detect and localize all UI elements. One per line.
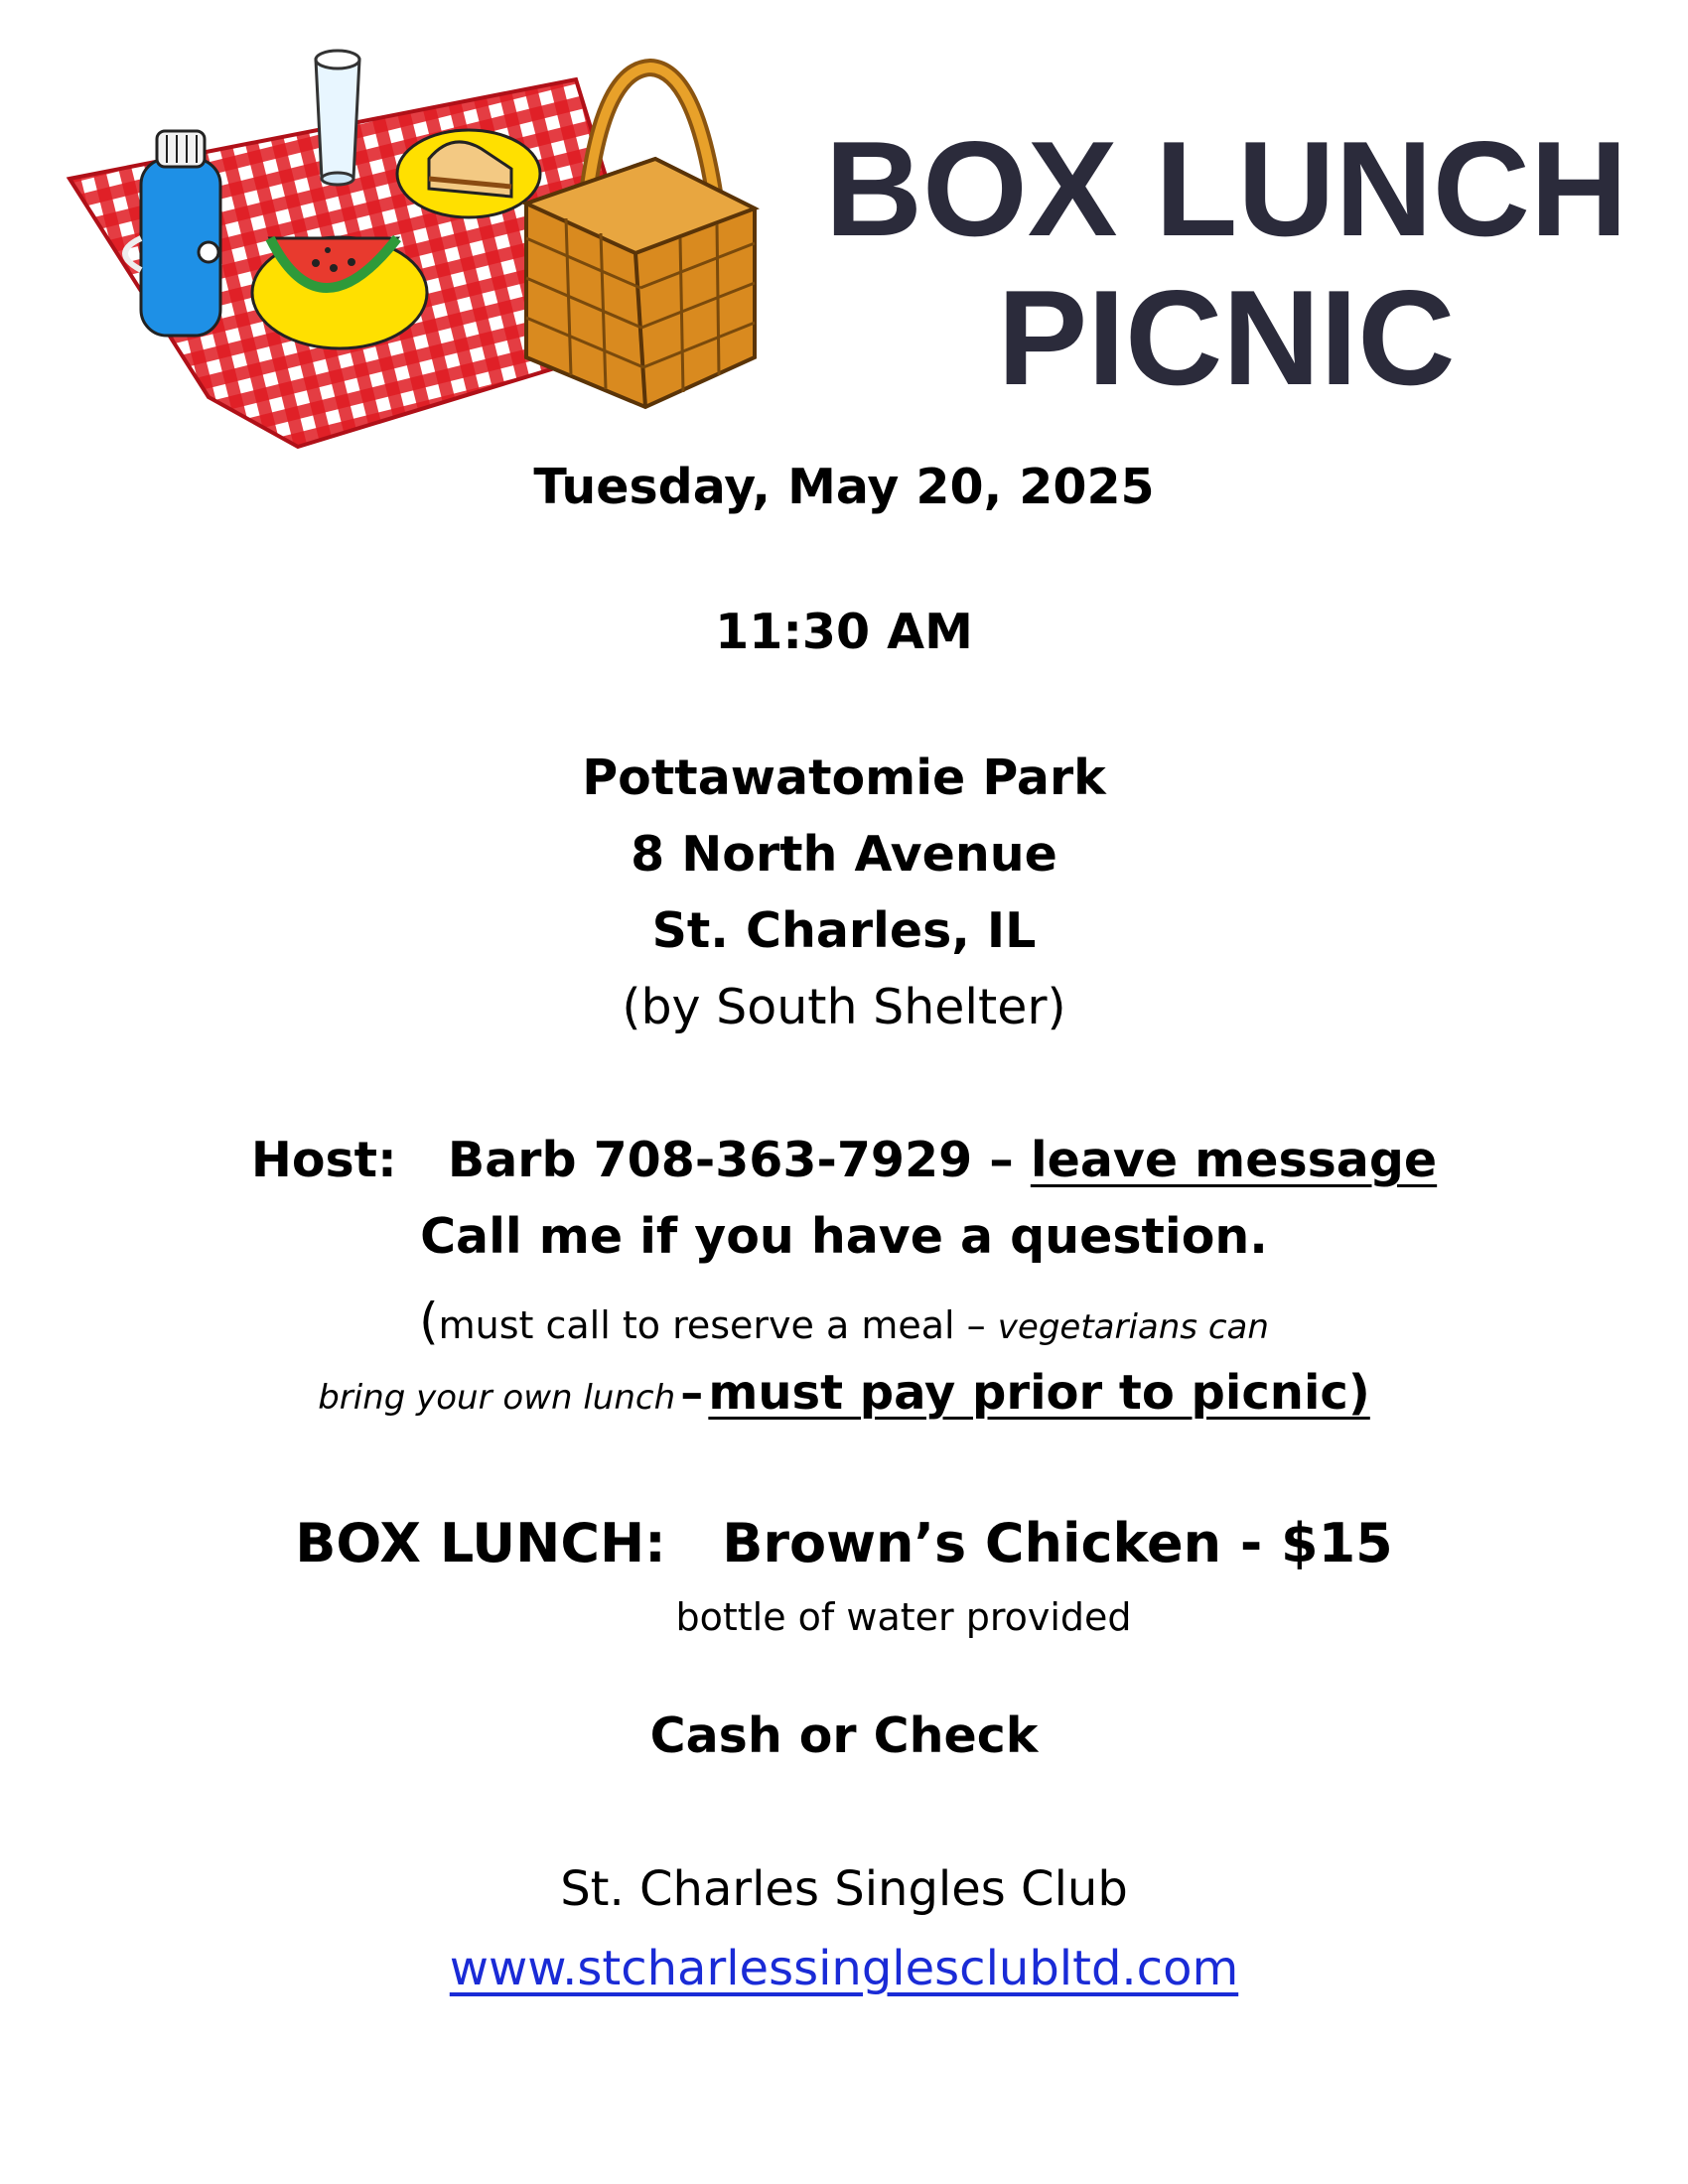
club-website-row xyxy=(0,1941,1688,1996)
host-label: Host: xyxy=(250,1132,397,1188)
host-line xyxy=(0,1132,1688,1188)
box-lunch-extra: bottle of water provided xyxy=(675,1595,1132,1639)
reservation-veg-part1: vegetarians can xyxy=(997,1307,1269,1347)
reservation-dash: – xyxy=(680,1366,704,1420)
sandwich-plate-icon xyxy=(397,130,540,217)
event-date: Tuesday, May 20, 2025 xyxy=(533,459,1155,515)
event-time: 11:30 AM xyxy=(715,604,973,660)
host-contact-note: leave message xyxy=(1030,1132,1438,1188)
reservation-line-1 xyxy=(0,1293,1688,1350)
club-website-link[interactable]: www.stcharlessinglesclubltd.com xyxy=(449,1941,1239,1996)
box-lunch-item: Brown’s Chicken - $15 xyxy=(722,1512,1393,1574)
glass-icon xyxy=(316,51,359,185)
reservation-must-pay: must pay prior to picnic) xyxy=(708,1365,1370,1421)
watermelon-plate-icon xyxy=(252,237,427,348)
reservation-line-2 xyxy=(0,1365,1688,1421)
location-city: St. Charles, IL xyxy=(651,902,1037,959)
location-street: 8 North Avenue xyxy=(631,826,1057,883)
reservation-veg-part2: bring your own lunch xyxy=(318,1378,676,1418)
picnic-clipart-icon xyxy=(60,40,774,457)
reservation-must-call: must call to reserve a meal – xyxy=(438,1303,986,1347)
host-contact: Barb 708-363-7929 – xyxy=(447,1132,1014,1188)
title-line-2: PICNIC xyxy=(997,262,1456,413)
location-name: Pottawatomie Park xyxy=(582,750,1106,806)
title-line-1: BOX LUNCH xyxy=(824,113,1628,264)
location-note: (by South Shelter) xyxy=(622,979,1066,1035)
reservation-open-paren: ( xyxy=(419,1293,439,1350)
box-lunch-label: BOX LUNCH: xyxy=(295,1512,666,1574)
payment-methods: Cash or Check xyxy=(649,1707,1039,1764)
host-question: Call me if you have a question. xyxy=(420,1208,1268,1265)
club-name: St. Charles Singles Club xyxy=(560,1861,1128,1917)
page-title xyxy=(794,114,1658,412)
box-lunch-line xyxy=(0,1512,1688,1574)
